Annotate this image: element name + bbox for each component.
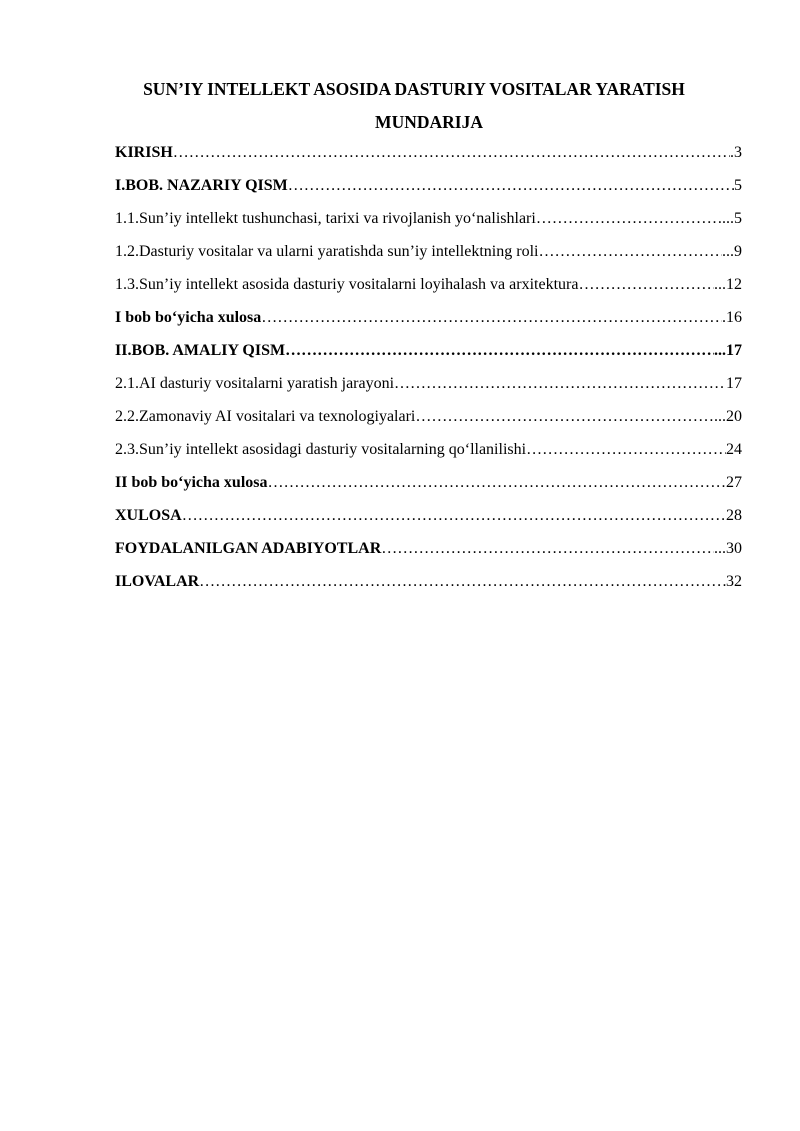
toc-entry-page: ...9 — [722, 243, 742, 260]
toc-leader-dots — [182, 504, 726, 528]
toc-entry[interactable] — [115, 537, 742, 570]
toc-entry-page: ...5 — [722, 210, 742, 227]
toc-leader-dots — [173, 141, 730, 165]
toc-entry-page: ...30 — [714, 540, 742, 557]
toc-entry[interactable] — [115, 372, 742, 405]
toc-leader-dots — [381, 537, 714, 561]
toc-entry-label: FOYDALANILGAN ADABIYOTLAR — [115, 540, 382, 557]
toc-entry-label: XULOSA — [115, 507, 182, 524]
toc-entry-label: 1.3.Sun’iy intellekt asosida dasturiy vositalarni loyihalash va arxitektura — [115, 276, 579, 293]
table-of-contents — [115, 141, 742, 603]
toc-leader-dots — [415, 405, 714, 429]
toc-entry-label: I.BOB. NAZARIY QISM — [115, 177, 288, 194]
toc-entry-page: .3 — [730, 144, 742, 161]
toc-entry[interactable] — [115, 207, 742, 240]
toc-leader-dots — [261, 306, 722, 330]
toc-leader-dots — [268, 471, 727, 495]
toc-entry[interactable] — [115, 273, 742, 306]
toc-entry-label: 1.2.Dasturiy vositalar va ularni yaratishda sun’iy intellektning roli — [115, 243, 539, 260]
toc-entry[interactable] — [115, 570, 742, 603]
toc-entry-label: II.BOB. AMALIY QISM — [115, 342, 286, 359]
toc-entry-page: 24 — [726, 441, 742, 458]
toc-entry[interactable] — [115, 339, 742, 372]
toc-leader-dots — [394, 372, 726, 396]
toc-entry-label: II bob bo‘yicha xulosa — [115, 474, 268, 491]
toc-entry[interactable] — [115, 174, 742, 207]
toc-entry-page: 5 — [734, 177, 742, 194]
toc-entry[interactable] — [115, 306, 742, 339]
toc-entry[interactable] — [115, 141, 742, 174]
toc-entry-page: 32 — [726, 573, 742, 590]
toc-entry-page: 17 — [726, 375, 742, 392]
toc-entry-label: 2.1.AI dasturiy vositalarni yaratish jarayoni — [115, 375, 395, 392]
toc-entry-label: 2.2.Zamonaviy AI vositalari va texnologiyalari — [115, 408, 416, 425]
toc-entry-label: KIRISH — [115, 144, 173, 161]
toc-entry-label: 1.1.Sun’iy intellekt tushunchasi, tarixi va rivojlanish yo‘nalishlari — [115, 210, 536, 227]
toc-entry-label: 2.3.Sun’iy intellekt asosidagi dasturiy vositalarning qo‘llanilishi — [115, 441, 527, 458]
toc-entry-page: .16 — [722, 309, 742, 326]
toc-entry-label: I bob bo‘yicha xulosa — [115, 309, 262, 326]
toc-entry[interactable] — [115, 471, 742, 504]
toc-entry-page: ...17 — [714, 342, 742, 359]
toc-entry-page: ...20 — [714, 408, 742, 425]
toc-entry-page: ...12 — [714, 276, 742, 293]
toc-heading: MUNDARIJA — [375, 112, 483, 132]
toc-entry[interactable] — [115, 504, 742, 537]
toc-entry-label: ILOVALAR — [115, 573, 200, 590]
toc-entry[interactable] — [115, 405, 742, 438]
toc-leader-dots — [526, 438, 726, 462]
toc-leader-dots — [199, 570, 726, 594]
toc-leader-dots — [288, 174, 734, 198]
toc-entry[interactable] — [115, 240, 742, 273]
document-title: SUN’IY INTELLEKT ASOSIDA DASTURIY VOSITALAR YARATISH — [143, 79, 685, 99]
toc-leader-dots — [536, 207, 722, 231]
toc-leader-dots — [578, 273, 714, 297]
toc-entry-page: 28 — [726, 507, 742, 524]
toc-entry[interactable] — [115, 438, 742, 471]
toc-leader-dots — [285, 339, 714, 363]
toc-leader-dots — [538, 240, 722, 264]
toc-entry-page: 27 — [726, 474, 742, 491]
